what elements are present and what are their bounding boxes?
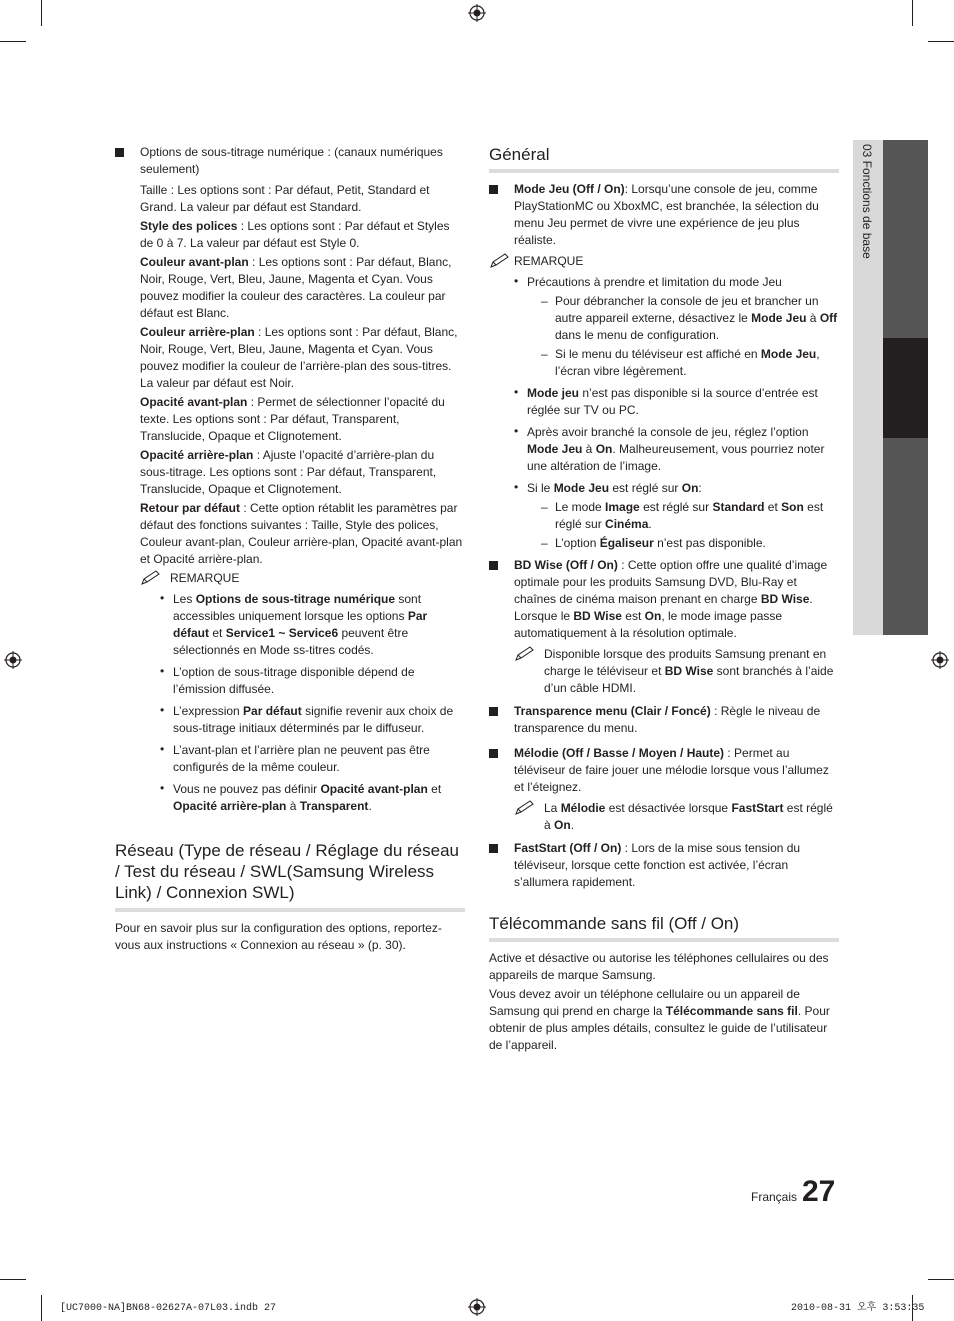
list-item: – Le mode Image est réglé sur Standard et Son est réglé sur Cinéma. xyxy=(541,499,839,533)
chapter-side-tab xyxy=(853,140,883,635)
crop-mark xyxy=(41,0,42,26)
list-item: Mélodie (Off / Basse / Moyen / Haute) : Permet au téléviseur de faire jouer une mélodie lorsque vous l’allumez et l’éteignez. xyxy=(489,745,839,796)
note-list xyxy=(489,274,839,552)
paragraph: Vous devez avoir un téléphone cellulaire ou un appareil de Samsung qui prend en charge la Télécommande sans fil. Pour obtenir de plus amples détails, consultez le guide de l’utilisateur de l’appareil. xyxy=(489,987,830,1052)
paragraph: Opacité avant-plan : Permet de sélectionner l’opacité du texte. Les options sont : Par défaut, Transparent, Translucide, Opaque et Clignotement. xyxy=(140,395,445,443)
page-number: 27 xyxy=(802,1175,836,1208)
note-heading: REMARQUE xyxy=(140,570,465,587)
crop-mark xyxy=(912,0,913,26)
page-language: Français xyxy=(751,1190,798,1204)
list-item: • L’avant-plan et l’arrière plan ne peuvent pas être configurés de la même couleur. xyxy=(160,742,465,776)
chapter-tab-block xyxy=(883,438,928,635)
note: Disponible lorsque des produits Samsung prenant en charge le téléviseur et BD Wise sont branchés à l’aide d’un câble HDMI. xyxy=(514,646,839,697)
right-column xyxy=(489,144,839,1056)
crop-mark xyxy=(0,1279,26,1280)
general-heading: Général xyxy=(489,144,839,173)
list-item: Transparence menu (Clair / Foncé) : Règle le niveau de transparence du menu. xyxy=(489,703,839,737)
crop-mark xyxy=(41,1295,42,1321)
crop-mark xyxy=(928,1279,954,1280)
reseau-heading: Réseau (Type de réseau / Réglage du réseau / Test du réseau / SWL(Samsung Wireless Link) / Connexion SWL) xyxy=(115,840,465,912)
list-item: – L’option Égaliseur n’est pas disponible. xyxy=(541,535,839,552)
pencil-icon xyxy=(489,253,511,269)
registration-mark-icon xyxy=(468,1298,486,1316)
registration-mark-icon xyxy=(4,651,22,669)
paragraph: Active et désactive ou autorise les téléphones cellulaires ou des appareils de marque Samsung. xyxy=(489,951,829,982)
paragraph: Opacité arrière-plan : Ajuste l’opacité d’arrière-plan du sous-titrage. Les options sont : Par défaut, Transparent, Translucide, Opaque et Clignotement. xyxy=(140,448,437,496)
list-item: FastStart (Off / On) : Lors de la mise sous tension du téléviseur, lorsque cette fonction est activée, l’écran s’allumera rapidement. xyxy=(489,840,839,891)
list-item: Mode Jeu (Off / On): Lorsqu’une console de jeu, comme PlayStationMC ou XboxMC, est branchée, la sélection du menu Jeu permet de vivre une expérience de jeu plus réaliste. xyxy=(489,181,839,249)
chapter-tab-block xyxy=(883,140,928,338)
left-column xyxy=(115,144,465,956)
paragraph: Retour par défaut : Cette option rétablit les paramètres par défaut des fonctions suivantes : Taille, Style des polices, Couleur avant-plan, Couleur arrière-plan, Opacité avant-plan et Opacité arrière-plan. xyxy=(140,501,463,566)
list-item: • Si le Mode Jeu est réglé sur On: – Le mode Image est réglé sur Standard et Son est réglé sur Cinéma. – L’option Égaliseur n’est pas disponible. xyxy=(514,480,839,552)
list-item: • Vous ne pouvez pas définir Opacité avant-plan et Opacité arrière-plan à Transparent. xyxy=(160,781,465,815)
list-item: • L’option de sous-titrage disponible dépend de l’émission diffusée. xyxy=(160,664,465,698)
pencil-icon xyxy=(514,646,536,662)
registration-mark-icon xyxy=(468,4,486,22)
list-item: • L’expression Par défaut signifie revenir aux choix de sous-titrage initiaux déterminés par le diffuseur. xyxy=(160,703,465,737)
pencil-icon xyxy=(514,800,536,816)
crop-mark xyxy=(928,41,954,42)
paragraph: Pour en savoir plus sur la configuration des options, reportez-vous aux instructions « Connexion au réseau » (p. 30). xyxy=(115,921,442,952)
sub-list xyxy=(527,293,839,380)
list-item: BD Wise (Off / On) : Cette option offre une qualité d’image optimale pour les produits Samsung DVD, Blu-Ray et chaînes de cinéma maison prenant en charge BD Wise. Lorsque le BD Wise est On, le mode image passe automatiquement à la résolution optimale. xyxy=(489,557,839,642)
paragraph: Style des polices : Les options sont : Par défaut et Styles de 0 à 7. La valeur par défaut est Style 0. xyxy=(140,219,450,250)
note-list xyxy=(115,591,465,815)
list-item: – Si le menu du téléviseur est affiché en Mode Jeu, l’écran vibre légèrement. xyxy=(541,346,839,380)
paragraph: Taille : Les options sont : Par défaut, Petit, Standard et Grand. La valeur par défaut est Standard. xyxy=(140,183,430,214)
print-date: 2010-08-31 오후 3:53:35 xyxy=(791,1303,925,1314)
chapter-label: 03 Fonctions de base xyxy=(860,144,874,259)
telecommande-heading: Télécommande sans fil (Off / On) xyxy=(489,913,839,942)
registration-mark-icon xyxy=(931,651,949,669)
list-item: Options de sous-titrage numérique : (canaux numériques seulement) xyxy=(115,144,465,178)
list-item: • Après avoir branché la console de jeu, réglez l’option Mode Jeu à On. Malheureusement, vous pourriez noter une altération de l’image. xyxy=(514,424,839,475)
chapter-tab-block-active xyxy=(883,338,928,438)
file-info: [UC7000-NA]BN68-02627A-07L03.indb 27 xyxy=(60,1303,277,1314)
note: La Mélodie est désactivée lorsque FastStart est réglé à On. xyxy=(514,800,839,834)
list-item: • Précautions à prendre et limitation du mode Jeu – Pour débrancher la console de jeu et brancher un autre appareil externe, désactivez le Mode Jeu à Off dans le menu de configuration. – Si le menu du téléviseur est affiché en Mode Jeu, l’écran vibre légèrement. xyxy=(514,274,839,380)
note-heading: REMARQUE xyxy=(489,253,839,270)
crop-mark xyxy=(0,41,26,42)
paragraph: Couleur arrière-plan : Les options sont : Par défaut, Blanc, Noir, Rouge, Vert, Bleu, Jaune, Magenta et Cyan. Vous pouvez modifier la couleur de l’arrière-plan des sous-titres. La valeur par défaut est Noir. xyxy=(140,325,458,390)
list-item: • Mode jeu n’est pas disponible si la source d’entrée est réglée sur TV ou PC. xyxy=(514,385,839,419)
list-item: – Pour débrancher la console de jeu et brancher un autre appareil externe, désactivez le Mode Jeu à Off dans le menu de configuration. xyxy=(541,293,839,344)
paragraph: Couleur avant-plan : Les options sont : Par défaut, Blanc, Noir, Rouge, Vert, Bleu, Jaune, Magenta et Cyan. Vous pouvez modifier la couleur des caractères. La couleur par défaut est Blanc. xyxy=(140,255,452,320)
list-item: • Les Options de sous-titrage numérique sont accessibles uniquement lorsque les options Par défaut et Service1 ~ Service6 peuvent être sélectionnés en Mode ss-titres codés. xyxy=(160,591,465,659)
sub-list xyxy=(527,499,839,552)
option-block xyxy=(115,182,465,587)
pencil-icon xyxy=(140,570,162,586)
option-title: Options de sous-titrage numérique xyxy=(140,145,325,159)
